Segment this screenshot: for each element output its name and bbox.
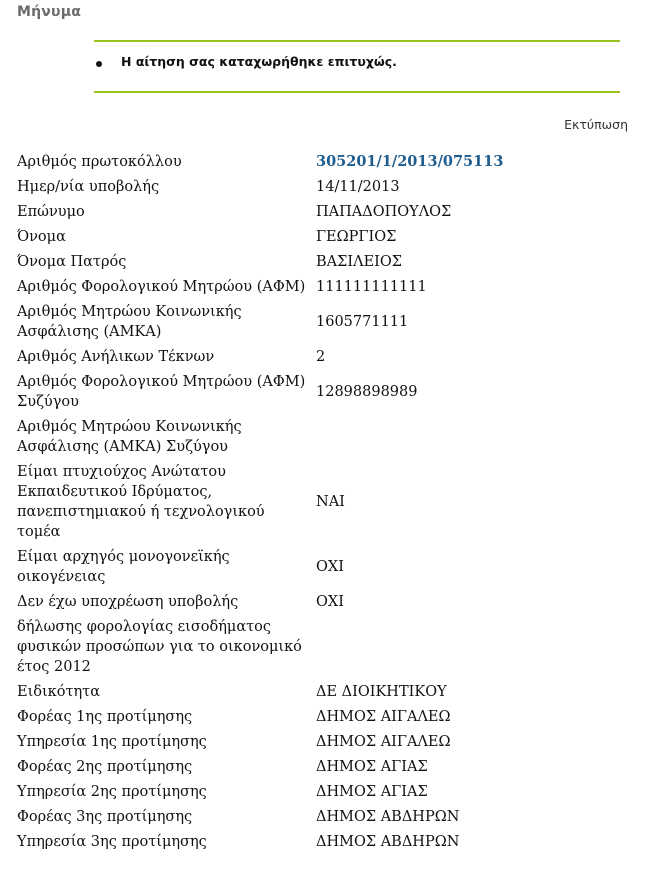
body-pref-1-value: ΔΗΜΟΣ ΑΙΓΑΛΕΩ [316,709,451,725]
protocol-value: 305201/1/2013/075113 [316,153,504,170]
table-row [15,415,630,460]
first-name-label: Όνομα [17,229,66,245]
specialty-value: ΔΕ ΔΙΟΙΚΗΤΙΚΟΥ [316,684,447,700]
table-row [15,460,630,545]
specialty-label: Ειδικότητα [17,684,100,700]
service-pref-2-label: Υπηρεσία 2ης προτίμησης [17,784,207,800]
tax-declaration-note-label: δήλωσης φορολογίας εισοδήματος φυσικών προσώπων για το οικονομικό έτος 2012 [17,619,302,675]
table-row [15,545,630,590]
minor-children-value: 2 [316,349,326,365]
surname-value: ΠΑΠΑΔΟΠΟΥΛΟΣ [316,204,452,220]
first-name-value: ΓΕΩΡΓΙΟΣ [316,229,397,245]
print-link[interactable]: Εκτύπωση [564,117,628,132]
table-row [15,225,630,250]
body-pref-2-label: Φορέας 2ης προτίμησης [17,759,193,775]
table-row [15,755,630,780]
application-details-table [15,150,630,855]
table-row [15,200,630,225]
graduate-value: ΝΑΙ [316,494,345,510]
service-pref-3-value: ΔΗΜΟΣ ΑΒΔΗΡΩΝ [316,834,460,850]
table-row [15,615,630,680]
table-row [15,830,630,855]
tax-declaration-note-value [314,615,630,680]
amka-value: 1605771111 [316,314,409,330]
no-tax-obligation-value: ΟΧΙ [316,594,344,610]
spouse-afm-value: 12898898989 [316,384,418,400]
body-pref-2-value: ΔΗΜΟΣ ΑΓΙΑΣ [316,759,428,775]
bullet-icon [96,61,102,67]
table-row [15,730,630,755]
table-row [15,275,630,300]
page-title: Μήνυμα [17,4,82,20]
submission-date-label: Ημερ/νία υποβολής [17,179,160,195]
amka-label: Αριθμός Μητρώου Κοινωνικής Ασφάλισης (ΑΜΚΑ) [17,304,242,340]
submission-date-value: 14/11/2013 [316,179,400,195]
table-row [15,345,630,370]
service-pref-3-label: Υπηρεσία 3ης προτίμησης [17,834,207,850]
no-tax-obligation-label: Δεν έχω υποχρέωση υποβολής [17,594,239,610]
table-row [15,705,630,730]
table-row [15,300,630,345]
single-parent-value: ΟΧΙ [316,559,344,575]
table-row [15,780,630,805]
service-pref-2-value: ΔΗΜΟΣ ΑΓΙΑΣ [316,784,428,800]
success-message-box [94,40,620,93]
body-pref-3-label: Φορέας 3ης προτίμησης [17,809,193,825]
afm-label: Αριθμός Φορολογικού Μητρώου (ΑΦΜ) [17,279,306,295]
table-row [15,680,630,705]
surname-label: Επώνυμο [17,204,85,220]
table-row [15,590,630,615]
single-parent-label: Είμαι αρχηγός μονογονεϊκής οικογένειας [17,549,230,585]
table-row [15,370,630,415]
protocol-label: Αριθμός πρωτοκόλλου [17,154,182,170]
afm-value: 111111111111 [316,279,427,295]
graduate-label: Είμαι πτυχιούχος Ανώτατου Εκπαιδευτικού Ιδρύματος, πανεπιστημιακού ή τεχνολογικού τομέα [17,464,265,540]
success-message-text: Η αίτηση σας καταχωρήθηκε επιτυχώς. [121,54,397,69]
body-pref-3-value: ΔΗΜΟΣ ΑΒΔΗΡΩΝ [316,809,460,825]
table-row [15,175,630,200]
table-row [15,250,630,275]
body-pref-1-label: Φορέας 1ης προτίμησης [17,709,193,725]
minor-children-label: Αριθμός Ανήλικων Τέκνων [17,349,215,365]
table-row [15,805,630,830]
spouse-amka-label: Αριθμός Μητρώου Κοινωνικής Ασφάλισης (ΑΜΚΑ) Συζύγου [17,419,242,455]
table-row [15,150,630,175]
spouse-afm-label: Αριθμός Φορολογικού Μητρώου (ΑΦΜ) Συζύγου [17,374,306,410]
father-name-label: Όνομα Πατρός [17,254,127,270]
father-name-value: ΒΑΣΙΛΕΙΟΣ [316,254,403,270]
service-pref-1-label: Υπηρεσία 1ης προτίμησης [17,734,207,750]
service-pref-1-value: ΔΗΜΟΣ ΑΙΓΑΛΕΩ [316,734,451,750]
spouse-amka-value [314,415,630,460]
